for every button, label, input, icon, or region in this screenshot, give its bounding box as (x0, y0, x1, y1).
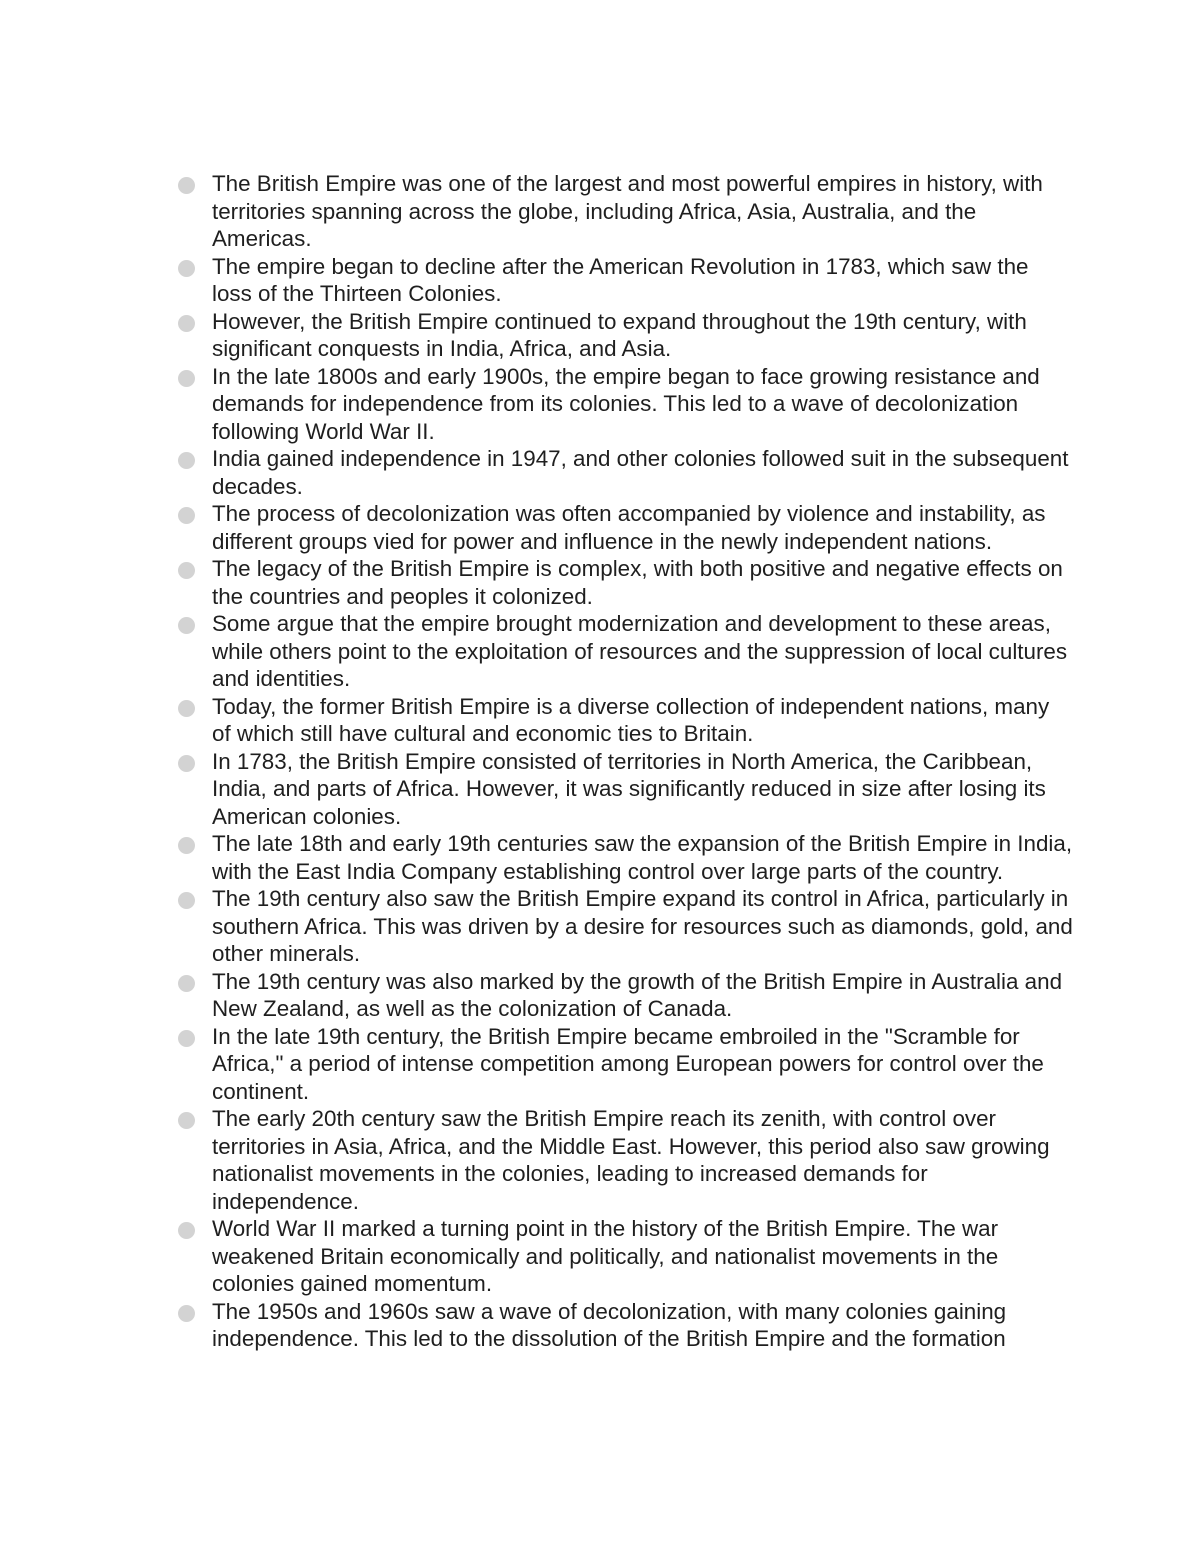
list-item (178, 253, 1073, 308)
list-item-text: The late 18th and early 19th centuries saw the expansion of the British Empire in India, with the East India Company establishing control over large parts of the country. (212, 831, 1073, 884)
list-item-text: Today, the former British Empire is a diverse collection of independent nations, many of which still have cultural and economic ties to Britain. (212, 693, 1050, 746)
list-item-text: Some argue that the empire brought modernization and development to these areas, while others point to the exploitation of resources and the suppression of local cultures and identities. (212, 611, 1068, 691)
list-item-text: The early 20th century saw the British Empire reach its zenith, with control over territories in Asia, Africa, and the Middle East. However, this period also saw growing nationalist movements in the colonies, leading to increased demands for independence. (212, 1106, 1050, 1214)
bullet-circle-icon (178, 452, 195, 469)
bullet-circle-icon (178, 1222, 195, 1239)
list-item (178, 1023, 1073, 1106)
list-item (178, 1298, 1073, 1353)
list-item-text: However, the British Empire continued to expand throughout the 19th century, with significant conquests in India, Africa, and Asia. (212, 308, 1027, 361)
list-item (178, 308, 1073, 363)
list-item-text: The empire began to decline after the American Revolution in 1783, which saw the loss of the Thirteen Colonies. (212, 253, 1029, 306)
bullet-circle-icon (178, 975, 195, 992)
bullet-circle-icon (178, 755, 195, 772)
list-item (178, 693, 1073, 748)
bullet-circle-icon (178, 617, 195, 634)
bullet-circle-icon (178, 562, 195, 579)
list-item (178, 170, 1073, 253)
bullet-list (178, 170, 1073, 1353)
list-item (178, 555, 1073, 610)
list-item-text: The 19th century also saw the British Empire expand its control in Africa, particularly in southern Africa. This was driven by a desire for resources such as diamonds, gold, and other minerals. (212, 886, 1073, 966)
list-item (178, 500, 1073, 555)
list-item-text: In 1783, the British Empire consisted of territories in North America, the Caribbean, India, and parts of Africa. However, it was significantly reduced in size after losing its American colonies. (212, 748, 1046, 829)
list-item (178, 748, 1073, 831)
bullet-circle-icon (178, 370, 195, 387)
list-item-text: India gained independence in 1947, and other colonies followed suit in the subsequent decades. (212, 446, 1069, 499)
list-item-text: The 19th century was also marked by the growth of the British Empire in Australia and New Zealand, as well as the colonization of Canada. (212, 968, 1063, 1021)
list-item-text: The legacy of the British Empire is complex, with both positive and negative effects on the countries and peoples it colonized. (212, 556, 1063, 609)
list-item-text: World War II marked a turning point in the history of the British Empire. The war weakened Britain economically and politically, and nationalist movements in the colonies gained momentum. (212, 1216, 999, 1296)
list-item-text: The process of decolonization was often accompanied by violence and instability, as different groups vied for power and influence in the newly independent nations. (212, 501, 1046, 554)
bullet-circle-icon (178, 700, 195, 717)
list-item (178, 1215, 1073, 1298)
list-item (178, 830, 1073, 885)
bullet-circle-icon (178, 260, 195, 277)
bullet-circle-icon (178, 315, 195, 332)
list-item (178, 1105, 1073, 1215)
list-item-text: In the late 19th century, the British Empire became embroiled in the "Scramble for Africa," a period of intense competition among European powers for control over the continent. (212, 1023, 1044, 1104)
list-item (178, 968, 1073, 1023)
list-item (178, 445, 1073, 500)
list-item (178, 363, 1073, 446)
bullet-circle-icon (178, 837, 195, 854)
bullet-circle-icon (178, 1030, 195, 1047)
list-item (178, 610, 1073, 693)
list-item-text: The British Empire was one of the largest and most powerful empires in history, with territories spanning across the globe, including Africa, Asia, Australia, and the Americas. (212, 171, 1043, 251)
bullet-circle-icon (178, 1305, 195, 1322)
bullet-circle-icon (178, 1112, 195, 1129)
bullet-circle-icon (178, 177, 195, 194)
bullet-circle-icon (178, 892, 195, 909)
list-item-text: In the late 1800s and early 1900s, the empire began to face growing resistance and demands for independence from its colonies. This led to a wave of decolonization following World War II. (212, 363, 1040, 444)
bullet-circle-icon (178, 507, 195, 524)
list-item-text: The 1950s and 1960s saw a wave of decolonization, with many colonies gaining independence. This led to the dissolution of the British Empire and the formation (212, 1298, 1007, 1351)
list-item (178, 885, 1073, 968)
